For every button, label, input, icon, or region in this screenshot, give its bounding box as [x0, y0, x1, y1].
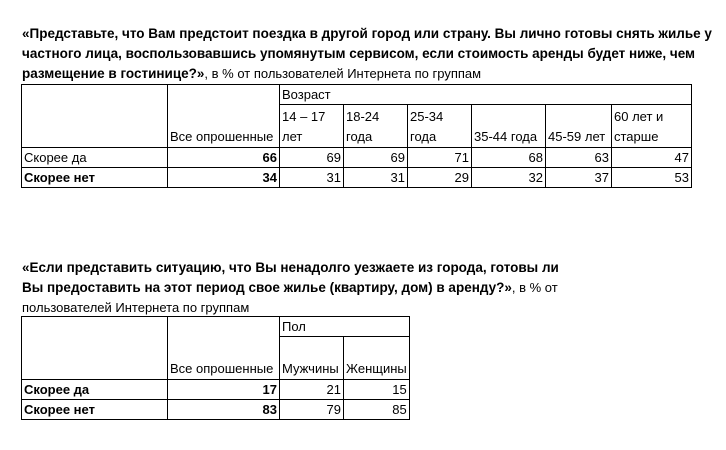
all-value: 34: [168, 168, 280, 188]
table-row: [22, 400, 410, 420]
table-row: [22, 168, 692, 188]
cell-value: 53: [612, 168, 692, 188]
cell-value: 29: [408, 168, 472, 188]
header-blank: [168, 85, 280, 105]
cell-value: 85: [344, 400, 410, 420]
all-respondents-header: Все опрошенные: [168, 105, 280, 148]
table-header-row: [22, 317, 410, 337]
table-header-row: [22, 85, 692, 105]
table-header-row: [22, 337, 410, 380]
cell-value: 69: [280, 148, 344, 168]
all-respondents-header: Все опрошенные: [168, 337, 280, 380]
question-1-text: «Представьте, что Вам предстоит поездка в другой город или страну. Вы лично готовы снять жилье у частного лица, воспользовавшись упомянутым сервисом, если стоимость аренды будет ниже, чем размещение в гостинице?»: [22, 26, 712, 81]
question-2-text: «Если представить ситуацию, что Вы ненадолго уезжаете из города, готовы ли Вы предоставить на этот период свое жилье (квартиру, дом) в аренду?»: [22, 260, 559, 295]
cell-value: 79: [280, 400, 344, 420]
header-corner: [22, 317, 168, 337]
question-1: [22, 24, 712, 84]
table-header-row: [22, 105, 692, 148]
column-header: 60 лет и старше: [612, 105, 692, 148]
cell-value: 69: [344, 148, 408, 168]
column-header: 14 – 17 лет: [280, 105, 344, 148]
column-header: 45-59 лет: [546, 105, 612, 148]
column-header: Мужчины: [280, 337, 344, 380]
header-corner: [22, 337, 168, 380]
row-label: Скорее да: [22, 380, 168, 400]
age-group-header: Возраст: [280, 85, 692, 105]
question-2-suffix: , в % от пользователей Интернета по группам: [22, 280, 558, 315]
row-label: Скорее нет: [22, 168, 168, 188]
cell-value: 31: [344, 168, 408, 188]
gender-group-header: Пол: [280, 317, 410, 337]
header-corner: [22, 105, 168, 148]
row-label: Скорее да: [22, 148, 168, 168]
column-header: 25-34 года: [408, 105, 472, 148]
question-1-suffix: , в % от пользователей Интернета по группам: [204, 66, 482, 81]
cell-value: 21: [280, 380, 344, 400]
cell-value: 37: [546, 168, 612, 188]
header-corner: [22, 85, 168, 105]
all-value: 83: [168, 400, 280, 420]
all-value: 17: [168, 380, 280, 400]
cell-value: 31: [280, 168, 344, 188]
cell-value: 15: [344, 380, 410, 400]
cell-value: 47: [612, 148, 692, 168]
age-table: [21, 84, 692, 188]
column-header: Женщины: [344, 337, 410, 380]
column-header: 18-24 года: [344, 105, 408, 148]
cell-value: 32: [472, 168, 546, 188]
table-row: [22, 148, 692, 168]
cell-value: 71: [408, 148, 472, 168]
gender-table: [21, 316, 410, 420]
question-2: [22, 258, 582, 318]
header-blank: [168, 317, 280, 337]
cell-value: 68: [472, 148, 546, 168]
row-label: Скорее нет: [22, 400, 168, 420]
all-value: 66: [168, 148, 280, 168]
table-row: [22, 380, 410, 400]
cell-value: 63: [546, 148, 612, 168]
column-header: 35-44 года: [472, 105, 546, 148]
